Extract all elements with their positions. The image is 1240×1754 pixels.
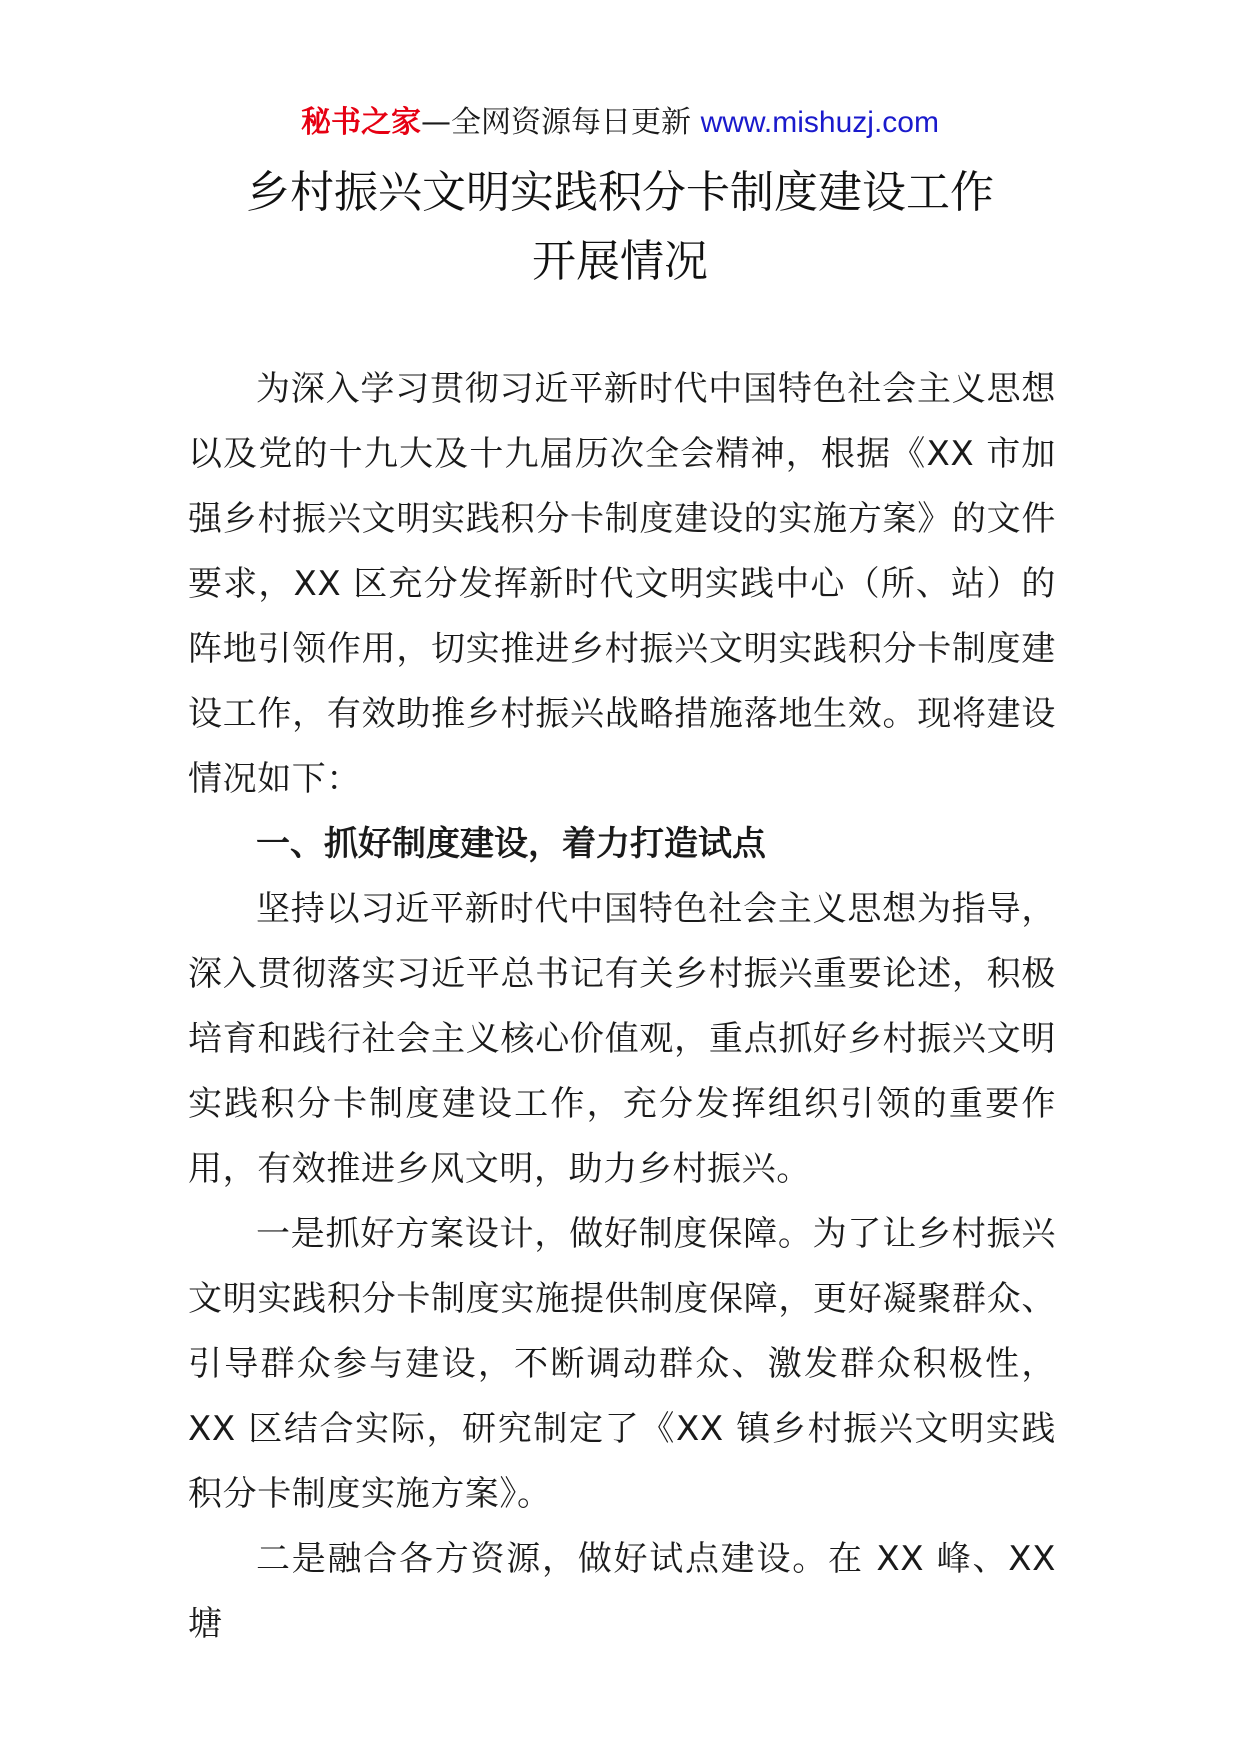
site-url-link[interactable]: www.mishuzj.com bbox=[700, 106, 939, 139]
intro-paragraph: 为深入学习贯彻习近平新时代中国特色社会主义思想以及党的十九大及十九届历次全会精神，根据《XX 市加强乡村振兴文明实践积分卡制度建设的实施方案》的文件要求，XX 区充分发挥新时代文明实践中心（所、站）的阵地引领作用，切实推进乡村振兴文明实践积分卡制度建设工作，有效助推乡村振兴战略措施落地生效。现将建设情况如下： bbox=[188, 369, 1056, 799]
body-paragraph: 坚持以习近平新时代中国特色社会主义思想为指导，深入贯彻落实习近平总书记有关乡村振兴重要论述，积极培育和践行社会主义核心价值观，重点抓好乡村振兴文明实践积分卡制度建设工作，充分发挥组织引领的重要作用，有效推进乡风文明，助力乡村振兴。 bbox=[188, 889, 1056, 1189]
brand-name: 秘书之家 bbox=[301, 105, 422, 140]
document-title-line-1: 乡村振兴文明实践积分卡制度建设工作 bbox=[246, 167, 994, 218]
body-paragraph: 一是抓好方案设计，做好制度保障。为了让乡村振兴文明实践积分卡制度实施提供制度保障，更好凝聚群众、引导群众参与建设，不断调动群众、激发群众积极性，XX 区结合实际，研究制定了《XX 镇乡村振兴文明实践积分卡制度实施方案》。 bbox=[188, 1214, 1056, 1514]
document-body bbox=[188, 357, 1056, 1657]
body-paragraph: 二是融合各方资源，做好试点建设。在 XX 峰、XX 塘 bbox=[188, 1539, 1056, 1644]
section-heading-1: 一、抓好制度建设，着力打造试点 bbox=[256, 824, 766, 864]
site-tagline: —全网资源每日更新 bbox=[421, 105, 692, 140]
site-header bbox=[0, 103, 1240, 143]
document-title-line-2: 开展情况 bbox=[532, 236, 708, 287]
